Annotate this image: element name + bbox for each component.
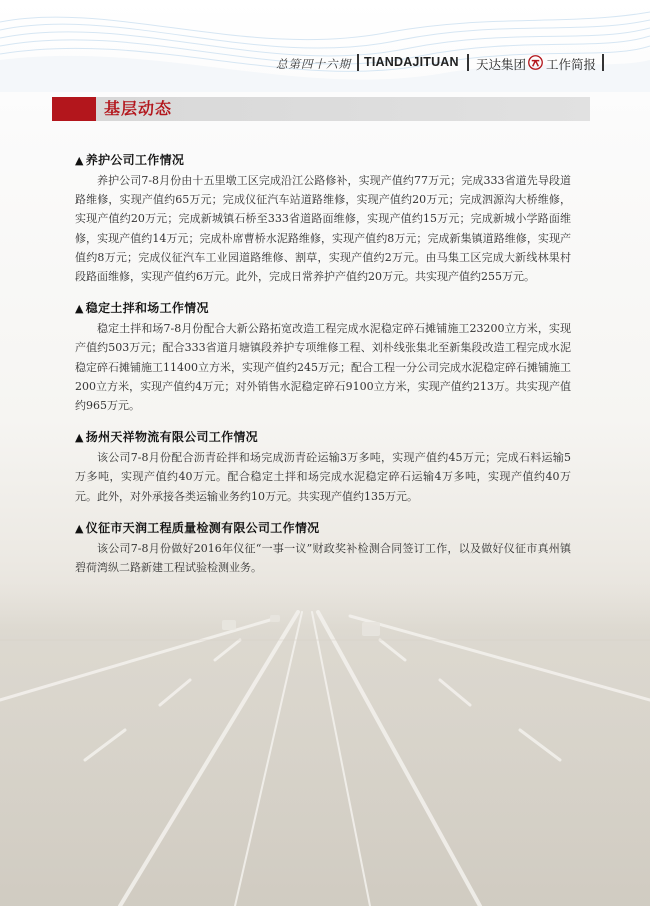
article-maintenance-company <box>75 150 571 286</box>
article-heading <box>75 518 571 539</box>
article-title: 养护公司工作情况 <box>85 153 185 167</box>
article-body: 该公司7-8月份配合沥青砼拌和场完成沥青砼运输3万多吨，实现产值约45万元；完成石料运输5万多吨，实现产值约40万元。配合稳定土拌和场完成水泥稳定碎石运输4万多吨，实现产值约40万元。此外，对外承接各类运输业务约10万元。共实现产值约135万元。 <box>75 451 571 503</box>
brand-name: TIANDAJITUAN <box>364 55 459 69</box>
triangle-bullet-icon: ▲ <box>75 521 84 535</box>
article-title: 仪征市天润工程质量检测有限公司工作情况 <box>85 520 320 535</box>
article-heading <box>75 427 571 448</box>
article-inspection-company <box>75 518 571 577</box>
article-body: 稳定土拌和场7-8月份配合大新公路拓宽改造工程完成水泥稳定碎石摊铺施工23200立方米，实现产值约503万元；配合333省道月塘镇段养护专项维修工程、刘朴线张集北至新集段改造工程完成水泥稳定碎石摊铺施工11400立方米，实现产值约245万元；配合工程一分公司完成水泥稳定碎石摊铺施工200立方米，实现产值约4万元；对外销售水泥稳定碎石9100立方米，实现产值约213万。共实现产值约965万元。 <box>75 322 571 413</box>
issue-number: 总第四十六期 <box>276 57 351 71</box>
article-heading <box>75 150 571 171</box>
article-mixing-plant <box>75 298 571 415</box>
header-divider <box>467 54 469 71</box>
group-name: 天达集团 <box>476 58 527 72</box>
section-accent-block <box>52 97 96 121</box>
article-heading <box>75 298 571 319</box>
page-header <box>0 54 650 74</box>
triangle-bullet-icon: ▲ <box>75 431 84 445</box>
brief-label: 工作简报 <box>546 58 597 72</box>
header-divider <box>602 54 604 71</box>
tianda-logo-icon <box>528 55 543 70</box>
header-divider <box>357 54 359 71</box>
article-body: 养护公司7-8月份由十五里墩工区完成沿江公路修补，实现产值约77万元；完成333省道先导段道路维修，实现产值约65万元；完成仪征汽车站道路维修，实现产值约20万元；完成泗源沟大桥维修，实现产值约20万元；完成新城镇石桥至333省道路面维修，实现产值约15万元；完成新城小学路面维修，实现产值约14万元；完成朴席曹桥水泥路维修，实现产值约8万元；完成新集镇道路维修，实现产值约8万元；完成仪征汽车工业园道路维修、割草，实现产值约2万元。由马集工区完成大新线林果村段路面维修，实现产值约6万元。此外，完成日常养护产值约20万元。共实现产值约255万元。 <box>75 174 571 284</box>
article-logistics-company <box>75 427 571 506</box>
article-body: 该公司7-8月份做好2016年仪征“一事一议”财政奖补检测合同签订工作，以及做好仪征市真州镇碧荷湾纵二路新建工程试验检测业务。 <box>75 541 571 575</box>
triangle-bullet-icon: ▲ <box>75 302 84 316</box>
article-title: 扬州天祥物流有限公司工作情况 <box>85 430 258 445</box>
section-title: 基层动态 <box>104 99 173 118</box>
section-header <box>52 97 590 121</box>
triangle-bullet-icon: ▲ <box>75 154 84 167</box>
article-list <box>75 150 571 589</box>
article-title: 稳定土拌和场工作情况 <box>85 301 209 316</box>
